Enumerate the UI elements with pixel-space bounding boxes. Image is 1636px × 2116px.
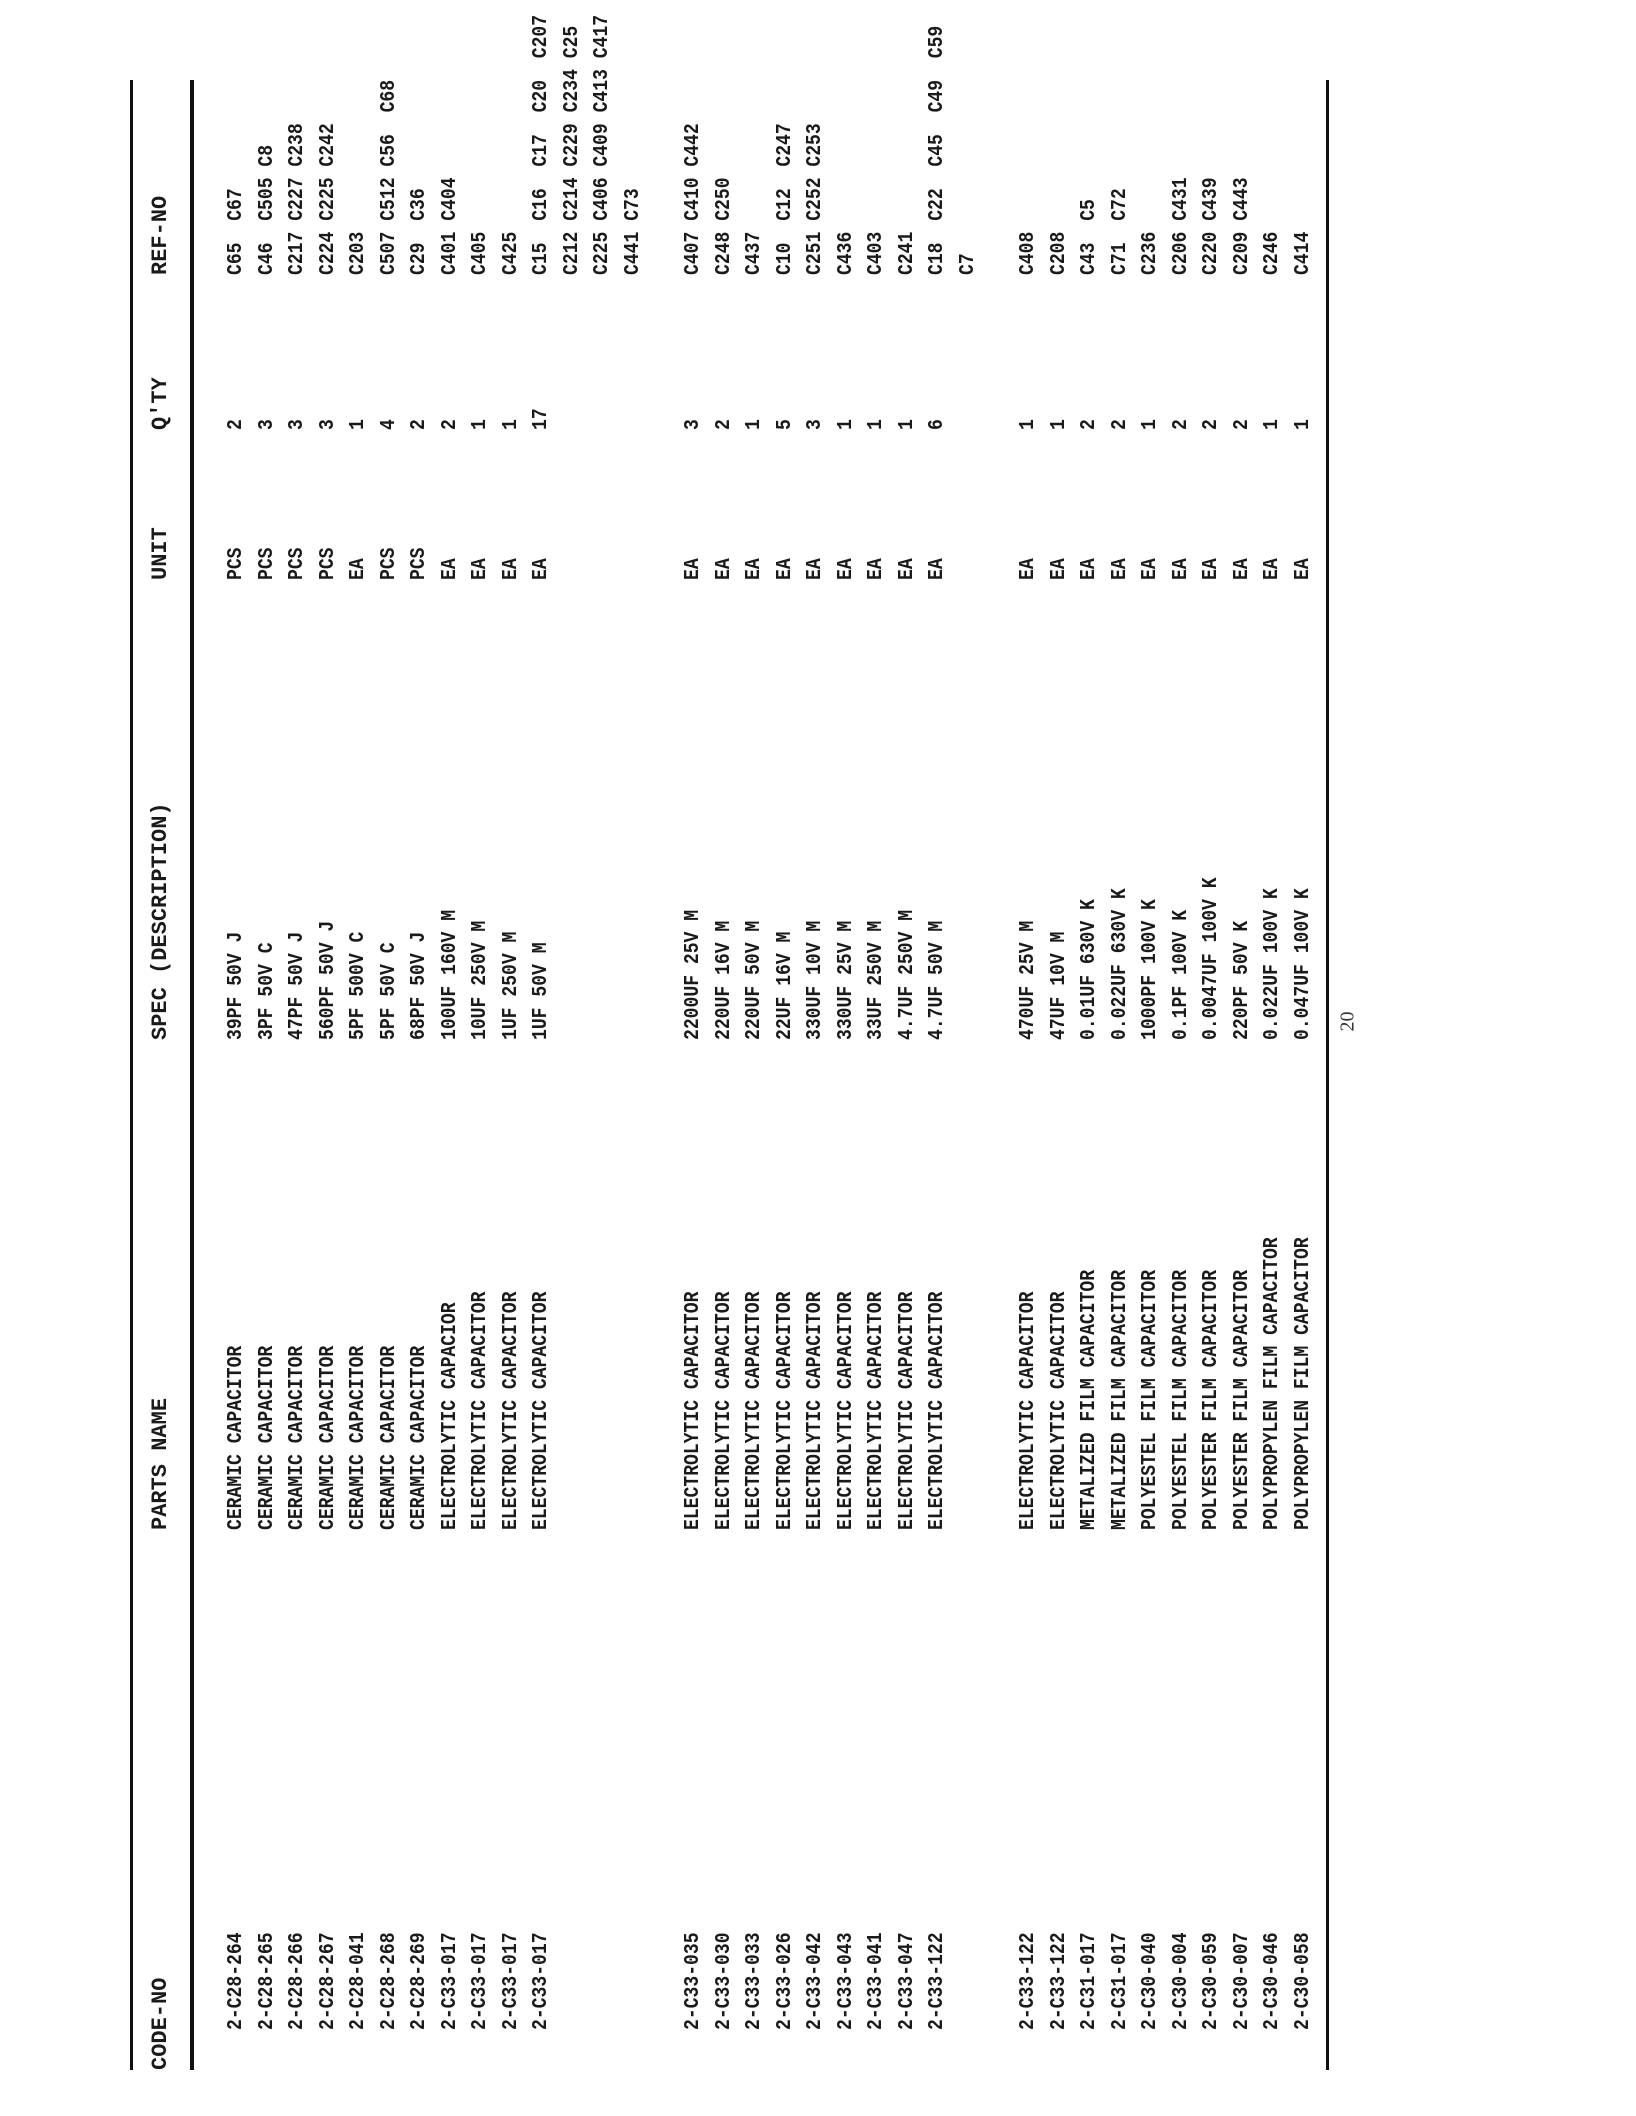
ref-no-cell: C65 C67 <box>225 188 248 275</box>
parts-list-table <box>130 14 1340 2070</box>
table-row <box>436 80 466 2070</box>
unit-cell: EA <box>1230 558 1254 580</box>
parts-name-cell: POLYESTEL FILM CAPACITOR <box>1169 1269 1193 1530</box>
ref-no-cell: C248 C250 <box>712 177 736 275</box>
code-cell: 2-C33-017 <box>469 1932 492 2030</box>
unit-cell: PCS <box>316 547 340 580</box>
table-row <box>1136 80 1166 2070</box>
spec-cell: 39PF 50V J <box>225 931 248 1040</box>
ref-no-cell: C206 C431 <box>1169 177 1193 275</box>
qty-cell: 1 <box>1017 419 1040 430</box>
parts-name-cell: POLYESTER FILM CAPACITOR <box>1200 1269 1223 1530</box>
qty-cell: 2 <box>408 419 431 430</box>
spec-cell: 470UF 25V M <box>1017 920 1040 1040</box>
ref-no-cell: C441 C73 <box>621 188 645 275</box>
qty-cell: 1 <box>865 419 888 430</box>
code-cell: 2-C30-058 <box>1291 1932 1315 2030</box>
parts-name-cell: ELECTROLYTIC CAPACITOR <box>499 1291 523 1530</box>
code-cell: 2-C33-030 <box>712 1932 736 2030</box>
ref-no-cell: C251 C252 C253 <box>804 123 827 275</box>
table-row <box>253 80 283 2070</box>
spec-cell: 5PF 50V C <box>377 942 401 1040</box>
ref-no-cell: C203 <box>347 231 370 275</box>
table-row <box>1106 80 1136 2070</box>
ref-no-cell: C405 <box>469 231 492 275</box>
parts-name-cell: ELECTROLYTIC CAPACITOR <box>834 1291 858 1530</box>
spec-cell: 1000PF 100V K <box>1139 899 1162 1040</box>
ref-no-cell: C10 C12 C247 <box>773 123 797 275</box>
ref-no-cell: C414 <box>1291 231 1315 275</box>
qty-cell: 3 <box>286 419 309 430</box>
qty-cell: 3 <box>682 419 705 430</box>
qty-cell: 1 <box>743 419 766 430</box>
unit-cell: EA <box>682 558 705 580</box>
qty-cell: 2 <box>1200 419 1223 430</box>
table-row <box>1045 80 1075 2070</box>
code-cell: 2-C33-026 <box>773 1932 797 2030</box>
page-number: 20 <box>1336 1011 1359 1032</box>
ref-no-cell: C224 C225 C242 <box>316 123 340 275</box>
code-cell: 2-C28-267 <box>316 1932 340 2030</box>
table-row <box>862 80 892 2070</box>
qty-cell: 1 <box>1291 419 1315 430</box>
spec-cell: 330UF 25V M <box>834 920 858 1040</box>
qty-cell: 2 <box>438 419 462 430</box>
qty-cell: 1 <box>1261 419 1284 430</box>
spec-cell: 220UF 16V M <box>712 920 736 1040</box>
unit-cell: EA <box>773 558 797 580</box>
code-cell: 2-C28-269 <box>408 1932 431 2030</box>
spec-cell: 0.1PF 100V K <box>1169 909 1193 1040</box>
table-row <box>893 80 923 2070</box>
unit-cell: EA <box>834 558 858 580</box>
parts-name-cell: ELECTROLYTIC CAPACITOR <box>469 1291 492 1530</box>
parts-name-cell: ELECTROLYTIC CAPACITOR <box>712 1291 736 1530</box>
spec-cell: 1UF 250V M <box>499 931 523 1040</box>
unit-cell: PCS <box>286 547 309 580</box>
table-row <box>466 80 496 2070</box>
parts-name-cell: ELECTROLYTIC CAPACITOR <box>682 1291 705 1530</box>
table-row <box>740 80 770 2070</box>
header-parts-name: PARTS NAME <box>148 1397 173 1530</box>
ref-no-cell: C46 C505 C8 <box>255 144 279 275</box>
unit-cell: PCS <box>408 547 431 580</box>
ref-no-cell: C437 <box>743 231 766 275</box>
table-row <box>1014 80 1044 2070</box>
code-cell: 2-C30-040 <box>1139 1932 1162 2030</box>
spec-cell: 220PF 50V K <box>1230 920 1254 1040</box>
unit-cell: PCS <box>225 547 248 580</box>
code-cell: 2-C33-017 <box>438 1932 462 2030</box>
parts-name-cell: ELECTROLYTIC CAPACITOR <box>743 1291 766 1530</box>
code-cell: 2-C28-264 <box>225 1932 248 2030</box>
qty-cell: 1 <box>469 419 492 430</box>
parts-name-cell: ELECTROLYTIC CAPACITOR <box>1047 1291 1071 1530</box>
spec-cell: 2200UF 25V M <box>682 909 705 1040</box>
unit-cell: EA <box>1200 558 1223 580</box>
unit-cell: EA <box>469 558 492 580</box>
spec-cell: 0.022UF 630V K <box>1108 888 1132 1040</box>
parts-name-cell: CERAMIC CAPACITOR <box>408 1345 431 1530</box>
table-row <box>832 80 862 2070</box>
parts-name-cell: CERAMIC CAPACITOR <box>225 1345 248 1530</box>
table-row <box>1167 80 1197 2070</box>
ref-no-cell: C425 <box>499 231 523 275</box>
ref-no-cell: C208 <box>1047 231 1071 275</box>
code-cell: 2-C28-041 <box>347 1932 370 2030</box>
unit-cell: EA <box>743 558 766 580</box>
ref-no-cell: C18 C22 C45 C49 C59 <box>926 25 949 275</box>
top-rule <box>130 80 133 2070</box>
spec-cell: 1UF 50V M <box>530 942 553 1040</box>
code-cell: 2-C31-017 <box>1078 1932 1101 2030</box>
unit-cell: EA <box>804 558 827 580</box>
qty-cell: 1 <box>1047 419 1071 430</box>
unit-cell: EA <box>1139 558 1162 580</box>
unit-cell: EA <box>1291 558 1315 580</box>
unit-cell: EA <box>926 558 949 580</box>
parts-name-cell: POLYPROPYLEN FILM CAPACITOR <box>1261 1237 1284 1530</box>
unit-cell: EA <box>865 558 888 580</box>
unit-cell: EA <box>895 558 919 580</box>
ref-no-cell: C29 C36 <box>408 188 431 275</box>
bottom-rule <box>1326 80 1329 2070</box>
parts-name-cell: METALIZED FILM CAPACITOR <box>1108 1269 1132 1530</box>
code-cell: 2-C30-059 <box>1200 1932 1223 2030</box>
ref-no-cell: C236 <box>1139 231 1162 275</box>
ref-no-cell: C217 C227 C238 <box>286 123 309 275</box>
unit-cell: EA <box>1169 558 1193 580</box>
code-cell: 2-C33-035 <box>682 1932 705 2030</box>
spec-cell: 220UF 50V M <box>743 920 766 1040</box>
table-row <box>923 25 980 2070</box>
parts-name-cell: METALIZED FILM CAPACITOR <box>1078 1269 1101 1530</box>
spec-cell: 100UF 160V M <box>438 909 462 1040</box>
table-row <box>283 80 313 2070</box>
unit-cell: EA <box>1108 558 1132 580</box>
ref-no-cell: C407 C410 C442 <box>682 123 705 275</box>
header-qty: Q'TY <box>148 377 173 430</box>
code-cell: 2-C33-042 <box>804 1932 827 2030</box>
table-row <box>1258 80 1288 2070</box>
code-cell: 2-C33-017 <box>530 1932 553 2030</box>
spec-cell: 0.022UF 100V K <box>1261 888 1284 1040</box>
code-cell: 2-C33-122 <box>1017 1932 1040 2030</box>
parts-name-cell: ELECTROLYTIC CAPACITOR <box>773 1291 797 1530</box>
spec-cell: 4.7UF 50V M <box>926 920 949 1040</box>
table-row <box>527 14 645 2070</box>
parts-name-cell: ELECTROLYTIC CAPACITOR <box>926 1291 949 1530</box>
qty-cell: 2 <box>712 419 736 430</box>
qty-cell: 4 <box>377 419 401 430</box>
table-row <box>1197 80 1227 2070</box>
code-cell: 2-C33-041 <box>865 1932 888 2030</box>
qty-cell: 1 <box>834 419 858 430</box>
code-cell: 2-C33-017 <box>499 1932 523 2030</box>
code-cell: 2-C28-266 <box>286 1932 309 2030</box>
qty-cell: 3 <box>255 419 279 430</box>
ref-no-cell: C209 C443 <box>1230 177 1254 275</box>
unit-cell: PCS <box>377 547 401 580</box>
parts-name-cell: ELECTROLYTIC CAPACITOR <box>1017 1291 1040 1530</box>
unit-cell: EA <box>1261 558 1284 580</box>
ref-no-cell: C401 C404 <box>438 177 462 275</box>
ref-no-cell: C403 <box>865 231 888 275</box>
ref-no-cell: C71 C72 <box>1108 188 1132 275</box>
table-row <box>771 80 801 2070</box>
table-row <box>679 80 709 2070</box>
table-row <box>497 80 527 2070</box>
code-cell: 2-C31-017 <box>1108 1932 1132 2030</box>
ref-no-cell: C43 C5 <box>1078 199 1101 275</box>
parts-name-cell: CERAMIC CAPACITOR <box>286 1345 309 1530</box>
spec-cell: 330UF 10V M <box>804 920 827 1040</box>
code-cell: 2-C33-043 <box>834 1932 858 2030</box>
table-row <box>314 80 344 2070</box>
ref-no-cell: C408 <box>1017 231 1040 275</box>
ref-no-cell: C507 C512 C56 C68 <box>377 79 401 275</box>
qty-cell: 2 <box>1169 419 1193 430</box>
parts-name-cell: ELECTROLYTIC CAPACITOR <box>530 1291 553 1530</box>
header-spec: SPEC (DESCRIPTION) <box>148 802 173 1040</box>
ref-no-cell: C212 C214 C229 C234 C25 <box>560 25 584 275</box>
ref-no-cell: C436 <box>834 231 858 275</box>
table-row <box>801 80 831 2070</box>
code-cell: 2-C28-265 <box>255 1932 279 2030</box>
qty-cell: 1 <box>347 419 370 430</box>
unit-cell: EA <box>1017 558 1040 580</box>
spec-cell: 0.01UF 630V K <box>1078 899 1101 1040</box>
ref-no-cell: C225 C406 C409 C413 C417 <box>591 14 614 275</box>
spec-cell: 22UF 16V M <box>773 931 797 1040</box>
spec-cell: 5PF 500V C <box>347 931 370 1040</box>
unit-cell: EA <box>499 558 523 580</box>
spec-cell: 0.047UF 100V K <box>1291 888 1315 1040</box>
ref-no-cell: C246 <box>1261 231 1284 275</box>
parts-name-cell: POLYESTEL FILM CAPACITOR <box>1139 1269 1162 1530</box>
qty-cell: 3 <box>316 419 340 430</box>
ref-no-cell: C15 C16 C17 C20 C207 <box>530 14 553 275</box>
qty-cell: 2 <box>1230 419 1254 430</box>
qty-cell: 1 <box>1139 419 1162 430</box>
qty-cell: 1 <box>499 419 523 430</box>
spec-cell: 3PF 50V C <box>255 942 279 1040</box>
header-rule <box>190 80 194 2070</box>
code-cell: 2-C33-033 <box>743 1932 766 2030</box>
table-row <box>222 80 252 2070</box>
unit-cell: EA <box>712 558 736 580</box>
code-cell: 2-C33-047 <box>895 1932 919 2030</box>
unit-cell: EA <box>347 558 370 580</box>
header-ref: REF-NO <box>148 195 173 275</box>
code-cell: 2-C30-046 <box>1261 1932 1284 2030</box>
table-row <box>1075 80 1105 2070</box>
code-cell: 2-C33-122 <box>1047 1932 1071 2030</box>
qty-cell: 5 <box>773 419 797 430</box>
ref-no-cell: C7 <box>956 253 980 275</box>
spec-cell: 68PF 50V J <box>408 931 431 1040</box>
code-cell: 2-C33-122 <box>926 1932 949 2030</box>
spec-cell: 47UF 10V M <box>1047 931 1071 1040</box>
spec-cell: 47PF 50V J <box>286 931 309 1040</box>
ref-no-cell: C241 <box>895 231 919 275</box>
spec-cell: 4.7UF 250V M <box>895 909 919 1040</box>
qty-cell: 2 <box>1108 419 1132 430</box>
table-row <box>375 80 405 2070</box>
spec-cell: 33UF 250V M <box>865 920 888 1040</box>
spec-cell: 10UF 250V M <box>469 920 492 1040</box>
parts-name-cell: ELECTROLYTIC CAPACITOR <box>895 1291 919 1530</box>
qty-cell: 2 <box>225 419 248 430</box>
parts-name-cell: ELECTROLYTIC CAPACIOR <box>438 1302 462 1530</box>
parts-name-cell: ELECTROLYTIC CAPACITOR <box>804 1291 827 1530</box>
code-cell: 2-C28-268 <box>377 1932 401 2030</box>
parts-name-cell: ELECTROLYTIC CAPACITOR <box>865 1291 888 1530</box>
qty-cell: 3 <box>804 419 827 430</box>
parts-name-cell: CERAMIC CAPACITOR <box>347 1345 370 1530</box>
parts-name-cell: POLYESTER FILM CAPACITOR <box>1230 1269 1254 1530</box>
unit-cell: PCS <box>255 547 279 580</box>
unit-cell: EA <box>1078 558 1101 580</box>
parts-name-cell: CERAMIC CAPACITOR <box>255 1345 279 1530</box>
spec-cell: 0.0047UF 100V K <box>1200 877 1223 1040</box>
header-code: CODE-NO <box>148 1977 173 2070</box>
table-row <box>405 80 435 2070</box>
spec-cell: 560PF 50V J <box>316 920 340 1040</box>
qty-cell: 2 <box>1078 419 1101 430</box>
unit-cell: EA <box>1047 558 1071 580</box>
table-row <box>710 80 740 2070</box>
parts-name-cell: CERAMIC CAPACITOR <box>377 1345 401 1530</box>
table-row <box>1289 80 1319 2070</box>
table-row <box>344 80 374 2070</box>
parts-name-cell: CERAMIC CAPACITOR <box>316 1345 340 1530</box>
code-cell: 2-C30-004 <box>1169 1932 1193 2030</box>
ref-no-cell: C220 C439 <box>1200 177 1223 275</box>
header-unit: UNIT <box>148 527 173 580</box>
code-cell: 2-C30-007 <box>1230 1932 1254 2030</box>
unit-cell: EA <box>530 558 553 580</box>
qty-cell: 6 <box>926 419 949 430</box>
parts-name-cell: POLYPROPYLEN FILM CAPACITOR <box>1291 1237 1315 1530</box>
qty-cell: 1 <box>895 419 919 430</box>
table-row <box>1228 80 1258 2070</box>
qty-cell: 17 <box>530 408 553 430</box>
unit-cell: EA <box>438 558 462 580</box>
